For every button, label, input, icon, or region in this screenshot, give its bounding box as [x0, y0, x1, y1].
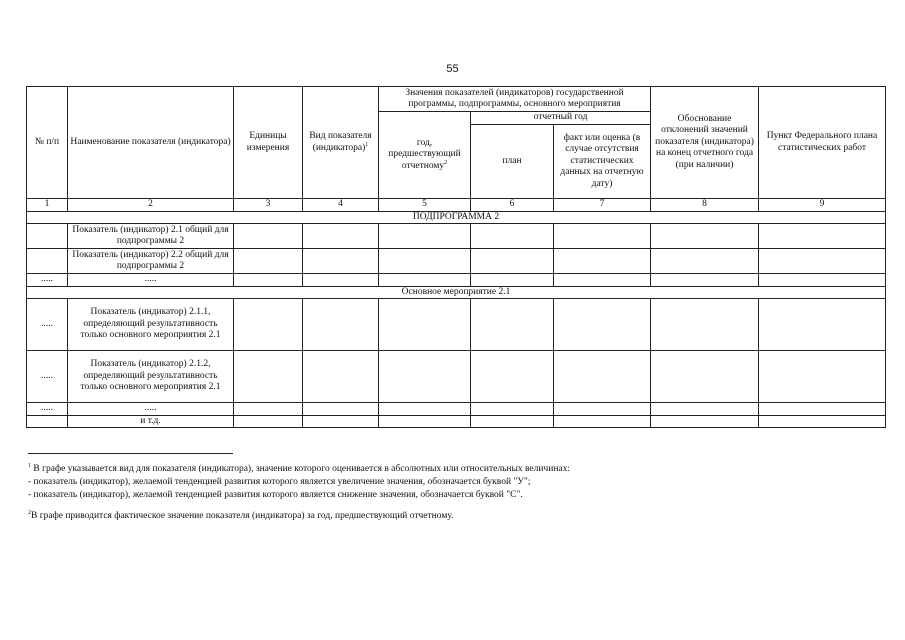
indicator-name: Показатель (индикатор) 2.1.2, определяющий результативность только основного мероприятия 2.1 [68, 351, 234, 403]
indicator-name: ..... [68, 274, 234, 287]
header-reporting-year: отчетный год [471, 112, 651, 125]
indicator-name: ..... [68, 403, 234, 416]
row-number: ..... [27, 274, 68, 287]
row-number: ..... [27, 403, 68, 416]
table-row [27, 274, 886, 287]
section-subprogram: ПОДПРОГРАММА 2 [27, 211, 886, 224]
indicator-name: Показатель (индикатор) 2.1.1, определяющий результативность только основного мероприятия 2.1 [68, 299, 234, 351]
footnote-separator [28, 453, 233, 454]
header-plan: план [471, 125, 554, 199]
row-number: ..... [27, 299, 68, 351]
header-deviation-reason: Обоснование отклонений значений показателя (индикатора) на конец отчетного года (при наличии) [651, 87, 759, 199]
table-row [27, 249, 886, 274]
header-stat-plan-item: Пункт Федерального плана статистических работ [759, 87, 886, 199]
footnotes [28, 463, 868, 523]
column-number: 5 [379, 199, 471, 212]
footnote-2: $^2$В графе приводится фактическое значение показателя (индикатора) за год, предшествующий отчетному. [28, 509, 454, 521]
column-number: 4 [303, 199, 379, 212]
table-row [27, 224, 886, 249]
table-row [27, 299, 886, 351]
header-previous-year: год, предшествующий отчетному$^2$ [379, 112, 471, 199]
indicators-table [26, 86, 886, 428]
header-fact: факт или оценка (в случае отсутствия статистических данных на отчетную дату) [554, 125, 651, 199]
header-indicator-name: Наименование показателя (индикатора) [68, 87, 234, 199]
column-number: 1 [27, 199, 68, 212]
indicator-name: и т.д. [68, 415, 234, 428]
header-values-group: Значения показателей (индикаторов) государственной программы, подпрограммы, основного мероприятия [379, 87, 651, 112]
column-number: 8 [651, 199, 759, 212]
page-number: 55 [446, 63, 459, 75]
header-number: № п/п [27, 87, 68, 199]
table-row [27, 415, 886, 428]
column-number: 3 [234, 199, 303, 212]
footnote-1-item-increase: - показатель (индикатор), желаемой тенденцией развития которого является увеличение значения, обозначается буквой "У"; [28, 477, 531, 487]
section-main-activity: Основное мероприятие 2.1 [27, 286, 886, 299]
table-row [27, 403, 886, 416]
column-number: 9 [759, 199, 886, 212]
column-number: 2 [68, 199, 234, 212]
table-row [27, 351, 886, 403]
indicator-name: Показатель (индикатор) 2.2 общий для подпрограммы 2 [68, 249, 234, 274]
row-number: ..... [27, 351, 68, 403]
indicator-name: Показатель (индикатор) 2.1 общий для подпрограммы 2 [68, 224, 234, 249]
column-number: 7 [554, 199, 651, 212]
column-number: 6 [471, 199, 554, 212]
column-numbers-row [27, 199, 886, 212]
footnote-1-item-decrease: - показатель (индикатор), желаемой тенденцией развития которого является снижение значения, обозначается буквой "С". [28, 490, 523, 500]
header-units: Единицы измерения [234, 87, 303, 199]
header-indicator-type: Вид показателя (индикатора)$^1$ [303, 87, 379, 199]
footnote-1: $^1$ В графе указывается вид для показателя (индикатора), значение которого оценивается в абсолютных или относительных величинах: [28, 462, 571, 474]
